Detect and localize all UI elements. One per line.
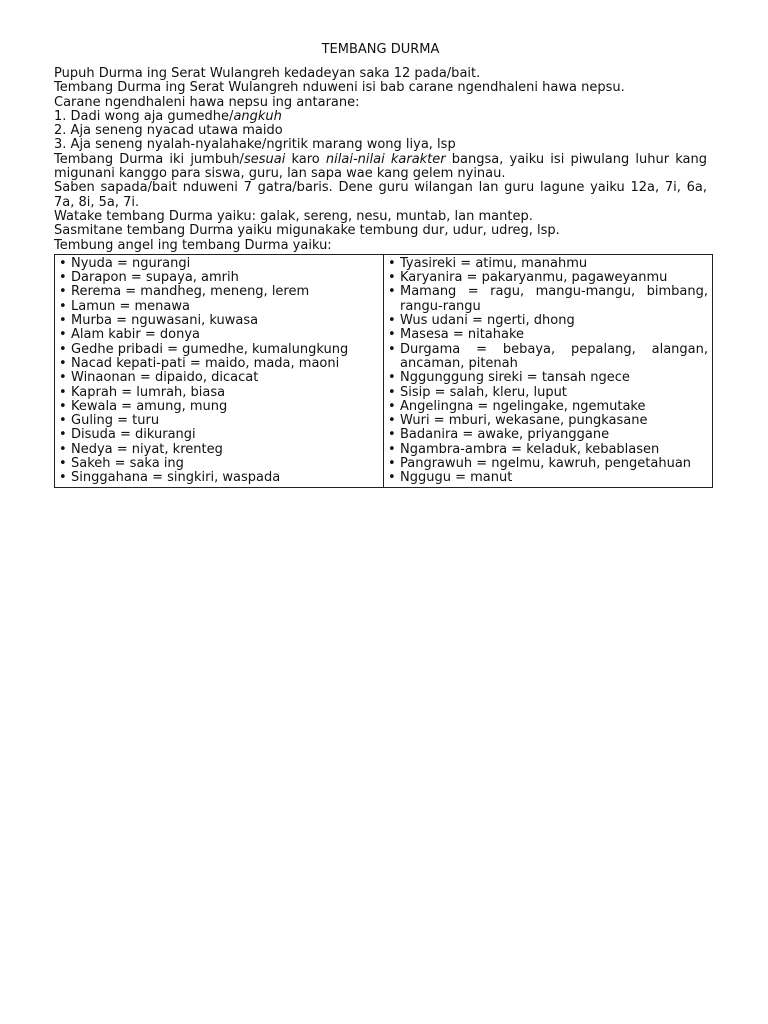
- bullet-icon: •: [388, 313, 396, 329]
- bullet-icon: •: [59, 456, 67, 472]
- vocab-item: [59, 271, 379, 285]
- outro-line-3: Sasmitane tembang Durma yaiku migunakake tembung dur, udur, udreg, lsp.: [54, 223, 560, 239]
- list-italic: angkuh: [233, 108, 282, 124]
- vocab-item-text: Wuri = mburi, wekasane, pungkasane: [400, 413, 648, 429]
- bullet-icon: •: [59, 298, 67, 314]
- document-body: [54, 42, 707, 488]
- vocabulary-column-left: [55, 254, 384, 487]
- vocab-item: [388, 328, 708, 342]
- vocab-item: [388, 257, 708, 271]
- intro-line-1: Pupuh Durma ing Serat Wulangreh kedadeyan saka 12 pada/bait.: [54, 66, 481, 81]
- list-number: 1.: [54, 108, 67, 124]
- vocab-item-text: Angelingna = ngelingake, ngemutake: [400, 398, 646, 414]
- vocab-item: [59, 443, 379, 457]
- vocabulary-table: [54, 254, 713, 488]
- bullet-icon: •: [388, 327, 396, 343]
- vocab-item: [388, 271, 708, 285]
- vocab-item: [388, 443, 708, 457]
- vocab-item: [59, 428, 379, 442]
- jumbuh-text-c: karo: [285, 151, 326, 167]
- vocab-item-text: Durgama = bebaya, pepalang, alangan, ancaman, pitenah: [400, 341, 708, 371]
- vocab-item: [388, 471, 708, 485]
- vocab-item-text: Alam kabir = donya: [71, 327, 201, 343]
- bullet-icon: •: [388, 255, 396, 271]
- vocab-item: [59, 343, 379, 357]
- vocab-item-text: Sakeh = saka ing: [71, 456, 184, 472]
- list-item-3: [54, 138, 707, 152]
- vocab-item-text: Nedya = niyat, krenteg: [71, 441, 223, 457]
- vocab-item-text: Nggunggung sireki = tansah ngece: [400, 370, 630, 386]
- vocab-item: [388, 414, 708, 428]
- bullet-icon: •: [59, 313, 67, 329]
- vocab-item-text: Gedhe pribadi = gumedhe, kumalungkung: [71, 341, 349, 357]
- bullet-icon: •: [388, 370, 396, 386]
- bullet-icon: •: [59, 370, 67, 386]
- vocab-item: [388, 314, 708, 328]
- vocab-item: [59, 328, 379, 342]
- bullet-icon: •: [388, 270, 396, 286]
- jumbuh-text-a: Tembang Durma iki jumbuh/: [54, 151, 244, 167]
- bullet-icon: •: [59, 284, 67, 300]
- list-number: 3.: [54, 137, 67, 153]
- list-number: 2.: [54, 123, 67, 139]
- vocab-item-text: Sisip = salah, kleru, luput: [400, 384, 567, 400]
- vocab-item-text: Karyanira = pakaryanmu, pagaweyanmu: [400, 270, 668, 286]
- vocab-item-text: Lamun = menawa: [71, 298, 190, 314]
- vocab-item-text: Darapon = supaya, amrih: [71, 270, 239, 286]
- bullet-icon: •: [59, 441, 67, 457]
- bullet-icon: •: [388, 413, 396, 429]
- bullet-icon: •: [388, 284, 396, 300]
- bullet-icon: •: [59, 398, 67, 414]
- vocab-item: [59, 285, 379, 299]
- vocab-item-text: Nyuda = ngurangi: [71, 255, 191, 271]
- list-item-1: [54, 110, 707, 124]
- intro-line-3: Carane ngendhaleni hawa nepsu ing antarane:: [54, 94, 360, 110]
- list-text: Dadi wong aja gumedhe/: [70, 108, 234, 124]
- bullet-icon: •: [59, 427, 67, 443]
- vocab-item-text: Tyasireki = atimu, manahmu: [400, 255, 588, 271]
- vocab-item: [59, 414, 379, 428]
- list-item-2: [54, 124, 707, 138]
- vocab-item-text: Ngambra-ambra = keladuk, kebablasen: [400, 441, 660, 457]
- vocab-item-text: Pangrawuh = ngelmu, kawruh, pengetahuan: [400, 456, 692, 472]
- vocab-item-text: Badanira = awake, priyanggane: [400, 427, 610, 443]
- bullet-icon: •: [388, 398, 396, 414]
- document-title: TEMBANG DURMA: [321, 42, 440, 57]
- vocab-item: [59, 300, 379, 314]
- vocab-item: [388, 343, 708, 372]
- vocab-item-text: Disuda = dikurangi: [71, 427, 196, 443]
- bullet-icon: •: [59, 384, 67, 400]
- vocab-item: [59, 314, 379, 328]
- bullet-icon: •: [59, 355, 67, 371]
- vocab-item-text: Nacad kepati-pati = maido, mada, maoni: [71, 355, 340, 371]
- vocab-item-text: Singgahana = singkiri, waspada: [71, 470, 281, 486]
- vocab-item: [59, 257, 379, 271]
- vocab-item-text: Kaprah = lumrah, biasa: [71, 384, 226, 400]
- vocab-item: [59, 471, 379, 485]
- vocab-item: [388, 428, 708, 442]
- vocab-item-text: Masesa = nitahake: [400, 327, 525, 343]
- bullet-icon: •: [388, 384, 396, 400]
- intro-line-2: Tembang Durma ing Serat Wulangreh nduweni isi bab carane ngendhaleni hawa nepsu.: [54, 80, 625, 96]
- vocab-item: [59, 371, 379, 385]
- bullet-icon: •: [59, 255, 67, 271]
- bullet-icon: •: [388, 441, 396, 457]
- vocabulary-row: [55, 254, 713, 487]
- bullet-icon: •: [388, 341, 396, 357]
- vocabulary-column-right: [384, 254, 713, 487]
- bullet-icon: •: [388, 456, 396, 472]
- outro-line-1: Saben sapada/bait nduweni 7 gatra/baris. Dene guru wilangan lan guru lagune yaiku 12a, 7i, 6a, 7a, 8i, 5a, 7i.: [54, 180, 707, 210]
- vocab-item-text: Wus udani = ngerti, dhong: [400, 313, 575, 329]
- vocab-item-text: Winaonan = dipaido, dicacat: [71, 370, 259, 386]
- bullet-icon: •: [59, 470, 67, 486]
- vocab-item: [388, 285, 708, 314]
- vocab-item: [59, 400, 379, 414]
- bullet-icon: •: [59, 327, 67, 343]
- bullet-icon: •: [388, 470, 396, 486]
- vocab-item: [59, 357, 379, 371]
- vocab-item: [388, 400, 708, 414]
- vocab-item-text: Murba = nguwasani, kuwasa: [71, 313, 259, 329]
- jumbuh-text-e: bangsa, yaiku isi piwulang luhur kang migunani kanggo para siswa, guru, lan sapa wae kang gelem nyinau.: [54, 151, 708, 182]
- vocab-item-text: Nggugu = manut: [400, 470, 513, 486]
- vocab-item: [388, 386, 708, 400]
- vocab-item: [59, 457, 379, 471]
- vocab-item-text: Rerema = mandheg, meneng, lerem: [71, 284, 310, 300]
- bullet-icon: •: [59, 341, 67, 357]
- vocab-item-text: Guling = turu: [71, 413, 160, 429]
- jumbuh-paragraph: [54, 153, 707, 182]
- vocab-item-text: Kewala = amung, mung: [71, 398, 228, 414]
- list-text: Aja seneng nyalah-nyalahake/ngritik marang wong liya, lsp: [70, 137, 456, 153]
- vocab-item: [59, 386, 379, 400]
- list-text: Aja seneng nyacad utawa maido: [70, 123, 283, 139]
- jumbuh-italic-karakter: nilai-nilai karakter: [325, 151, 446, 167]
- vocab-item: [388, 371, 708, 385]
- bullet-icon: •: [388, 427, 396, 443]
- outro-line-4: Tembung angel ing tembang Durma yaiku:: [54, 237, 332, 253]
- bullet-icon: •: [59, 270, 67, 286]
- vocab-item: [388, 457, 708, 471]
- jumbuh-italic-sesuai: sesuai: [243, 151, 286, 167]
- outro-line-2: Watake tembang Durma yaiku: galak, sereng, nesu, muntab, lan mantep.: [54, 208, 533, 224]
- vocab-item-text: Mamang = ragu, mangu-mangu, bimbang, rangu-rangu: [400, 284, 708, 314]
- bullet-icon: •: [59, 413, 67, 429]
